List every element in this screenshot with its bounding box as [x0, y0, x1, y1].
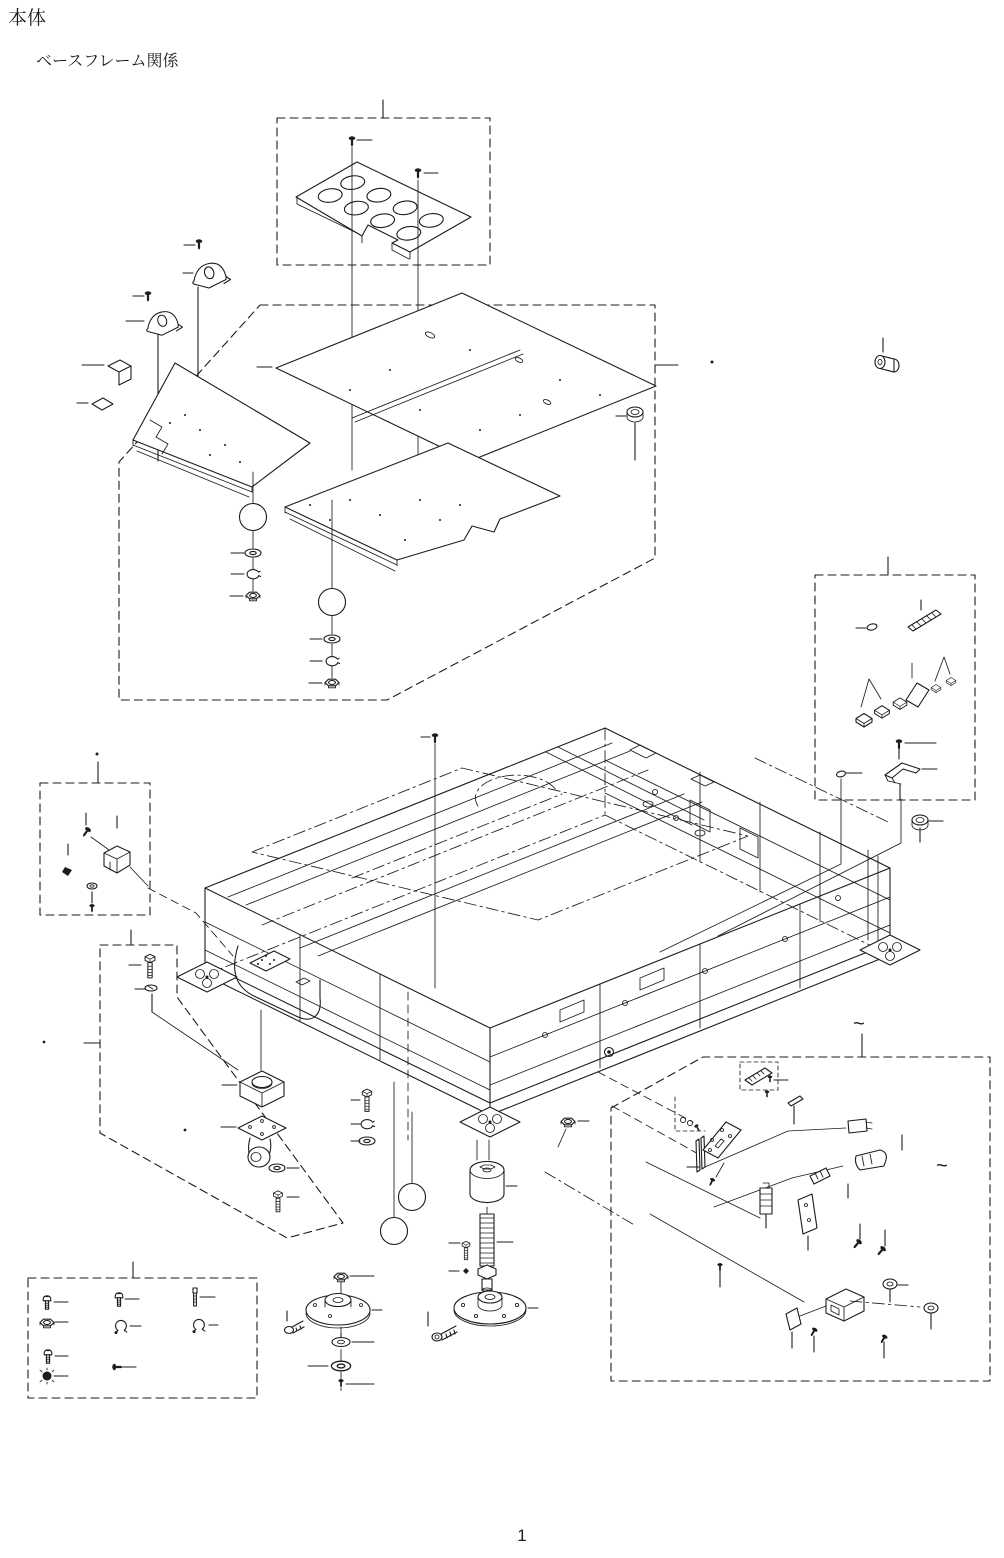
bolt-icon	[145, 954, 155, 978]
cutout-tab	[77, 360, 131, 410]
bolt-icon	[274, 1191, 283, 1212]
ball-icon	[240, 504, 267, 531]
spacer-cylinder-icon	[470, 1162, 517, 1203]
angled-bolt-icon	[428, 1312, 457, 1341]
washer-icon	[331, 1361, 350, 1371]
washer-icon	[269, 1164, 285, 1172]
foot-plate-icon	[454, 1291, 538, 1326]
continuation-tilde: ~	[853, 1013, 865, 1035]
screw-icon	[851, 1238, 863, 1250]
page-title: 本体	[8, 8, 47, 29]
eyelet-icon	[836, 770, 846, 778]
caster-icon	[221, 1116, 286, 1167]
cap-icon	[924, 1303, 938, 1329]
l-bracket-icon	[798, 1194, 817, 1250]
ball-icon	[381, 1218, 408, 1245]
ring-icon	[687, 1120, 692, 1125]
ring-icon	[680, 1117, 685, 1122]
spacer-block-icon	[222, 1071, 284, 1107]
sheet-panel-center	[285, 443, 560, 571]
sheet-panel-left	[133, 363, 310, 497]
screw-icon	[89, 904, 94, 912]
phantom-cover	[252, 768, 748, 920]
small-plate	[250, 951, 310, 985]
eyelet-icon	[866, 623, 877, 631]
perforated-plate	[296, 162, 471, 259]
long-screw-icon	[193, 1288, 197, 1306]
screw-icon	[80, 826, 92, 839]
nut-icon	[325, 679, 339, 688]
clip-bracket-icon	[786, 1308, 801, 1348]
leveling-foot-right	[428, 1140, 538, 1341]
cap-icon	[883, 1279, 908, 1302]
set-screw-icon	[62, 867, 72, 876]
screw-icon	[112, 1364, 123, 1371]
base-sheet-panels-detail	[77, 239, 714, 700]
nut-icon	[334, 1273, 348, 1282]
corner-pad-icon	[460, 1107, 520, 1137]
ac-inlet-icon	[800, 1289, 864, 1321]
snap-ring-icon	[361, 1120, 375, 1129]
electrical-components-detail	[611, 1013, 990, 1381]
flange-nut-icon	[40, 1368, 54, 1384]
power-plug-icon	[714, 1150, 886, 1207]
corner-pad-icon	[860, 935, 920, 965]
screw-icon	[338, 1379, 343, 1387]
ball-icon	[399, 1184, 426, 1211]
corner-bracket-detail	[40, 753, 233, 957]
main-chassis	[177, 728, 920, 1226]
pillow-bracket-icon	[147, 312, 183, 336]
channel-bracket-icon	[885, 763, 937, 799]
screw-icon	[808, 1327, 818, 1338]
bolt-washer-stack	[351, 1089, 375, 1145]
stem-washer-icon	[332, 1334, 374, 1347]
threaded-rod-icon	[478, 1214, 513, 1292]
set-screw-icon	[463, 1268, 469, 1274]
screw-icon	[878, 1334, 888, 1345]
fastener-set-detail	[28, 1262, 257, 1398]
page-number: 1	[517, 1526, 527, 1545]
pillow-bracket-icon	[193, 263, 231, 288]
terminal-strip-icon	[675, 1062, 803, 1131]
header	[8, 7, 180, 70]
serrated-strip-icon	[908, 600, 941, 631]
bracket-block-icon	[104, 816, 130, 873]
foot-pad-icon	[306, 1294, 382, 1329]
screw-icon	[44, 1350, 52, 1363]
bolt-icon	[362, 1089, 371, 1111]
section-title: ベースフレーム関係	[36, 53, 179, 70]
nut-icon	[246, 592, 260, 601]
ball-icon	[319, 589, 346, 616]
rubber-balls-lower	[381, 1082, 426, 1245]
bushing-part	[875, 338, 899, 372]
sheet-panel-right	[257, 293, 656, 461]
screw-icon	[415, 168, 422, 179]
screw-icon	[43, 1296, 51, 1309]
clip-brackets-cluster	[856, 657, 956, 727]
angled-screw-icon	[285, 1311, 305, 1334]
grommet-icon	[912, 815, 943, 842]
washer-icon	[324, 635, 340, 643]
fuse-holder-icon	[760, 1183, 772, 1228]
detail-box-border	[40, 783, 150, 915]
continuation-tilde: ~	[936, 1155, 948, 1177]
snap-ring-icon	[247, 570, 261, 579]
washer-icon	[359, 1137, 375, 1145]
cable-clamp-icon	[193, 1319, 205, 1333]
corner-pad-icon	[177, 962, 237, 992]
detail-box-border	[815, 575, 975, 800]
detail-box-border	[28, 1278, 257, 1398]
screw-icon	[196, 239, 203, 250]
screw-icon	[896, 739, 903, 750]
screw-icon	[115, 1293, 123, 1306]
cable-clamp-icon	[115, 1320, 127, 1334]
nut-icon	[40, 1319, 54, 1328]
bolt-icon	[462, 1241, 470, 1259]
footer	[517, 1526, 526, 1545]
screw-icon	[875, 1245, 887, 1257]
nut-icon	[561, 1118, 575, 1127]
screw-icon	[145, 291, 152, 302]
grommet-icon	[616, 407, 643, 460]
hardware-kit-detail	[660, 557, 975, 952]
washer-icon	[87, 883, 97, 889]
screw-icon	[432, 733, 439, 744]
screw-icon	[349, 136, 356, 147]
washer-icon	[245, 549, 261, 557]
screw-icon	[717, 1263, 722, 1271]
leveling-foot-left	[285, 1273, 383, 1392]
snap-ring-icon	[326, 657, 340, 666]
